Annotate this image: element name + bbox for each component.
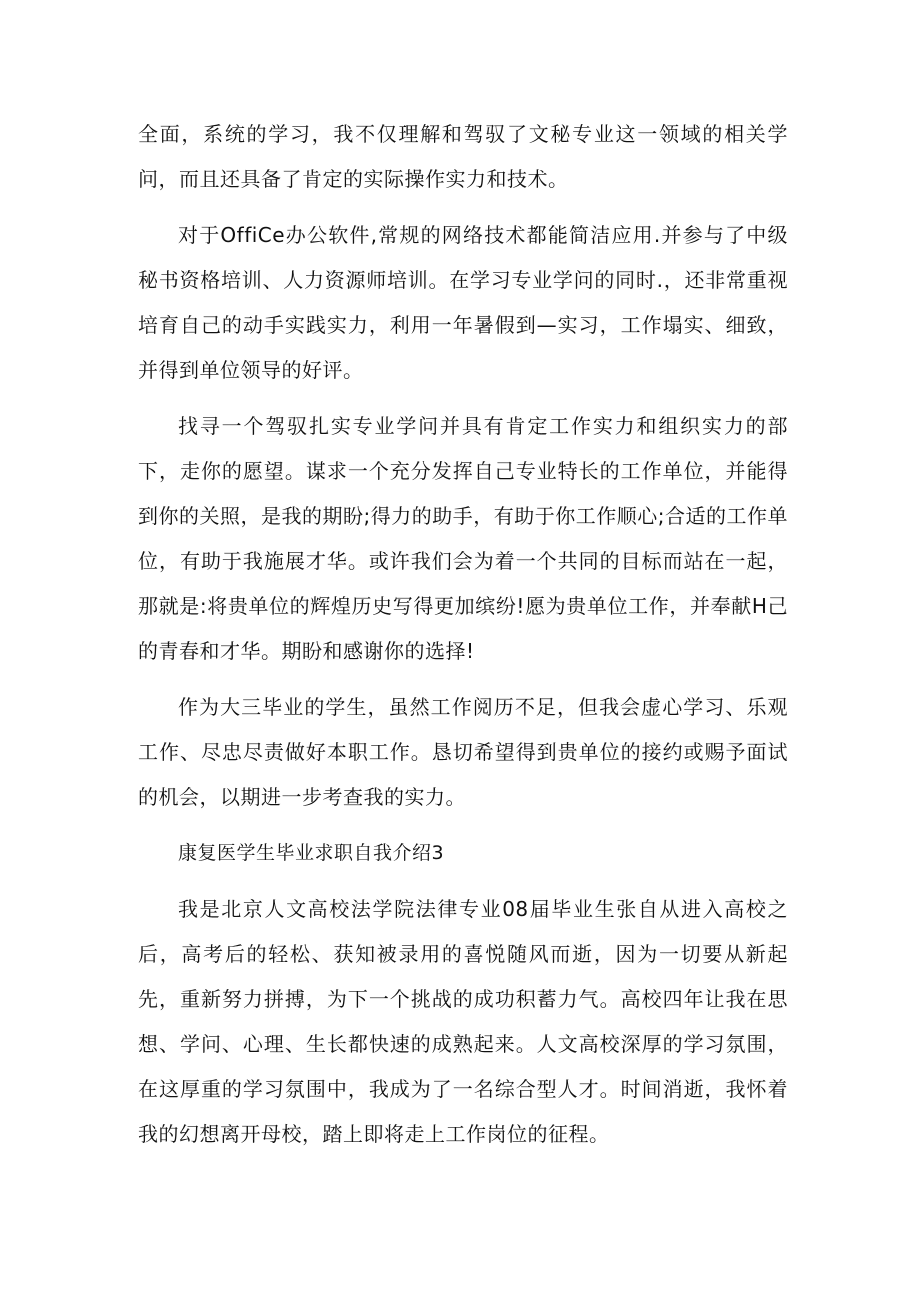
paragraph-office-skills: 对于OffiCe办公软件,常规的网络技术都能简洁应用.并参与了中级秘书资格培训、人力资源师培训。在学习专业学问的同时.，还非常重视培育自己的动手实践实力，利用一年暑假到—实习，工作塌实、细致，并得到单位领导的好评。 [138, 223, 788, 382]
paragraph-self-introduction: 我是北京人文高校法学院法律专业08届毕业生张自从进入高校之后，高考后的轻松、获知被录用的喜悦随风而逝，因为一切要从新起先，重新努力拼搏，为下一个挑战的成功积蓄力气。高校四年让我在思想、学问、心理、生长都快速的成熟起来。人文高校深厚的学习氛围，在这厚重的学习氛围中，我成为了一名综合型人才。时间消逝，我怀着我的幻想离开母校，踏上即将走上工作岗位的征程。 [138, 897, 788, 1146]
paragraph-continuation: 全面，系统的学习，我不仅理解和驾驭了文秘专业这一领域的相关学问，而且还具备了肯定的实际操作实力和技术。 [138, 122, 788, 191]
paragraph-job-aspiration: 找寻一个驾驭扎实专业学问并具有肯定工作实力和组织实力的部下，走你的愿望。谋求一个充分发挥自己专业特长的工作单位，并能得到你的关照，是我的期盼;得力的助手，有助于你工作顺心;合适的工作单位，有助于我施展才华。或许我们会为着一个共同的目标而站在一起，那就是:将贵单位的辉煌历史写得更加缤纷!愿为贵单位工作，并奉献H己的青春和才华。期盼和感谢你的选择! [138, 414, 788, 663]
document-body [138, 112, 788, 1168]
section-title: 康复医学生毕业求职自我介绍3 [178, 842, 445, 864]
paragraph-closing: 作为大三毕业的学生，虽然工作阅历不足，但我会虚心学习、乐观工作、尽忠尽责做好本职工作。恳切希望得到贵单位的接约或赐予面试的机会，以期进一步考查我的实力。 [138, 695, 788, 809]
